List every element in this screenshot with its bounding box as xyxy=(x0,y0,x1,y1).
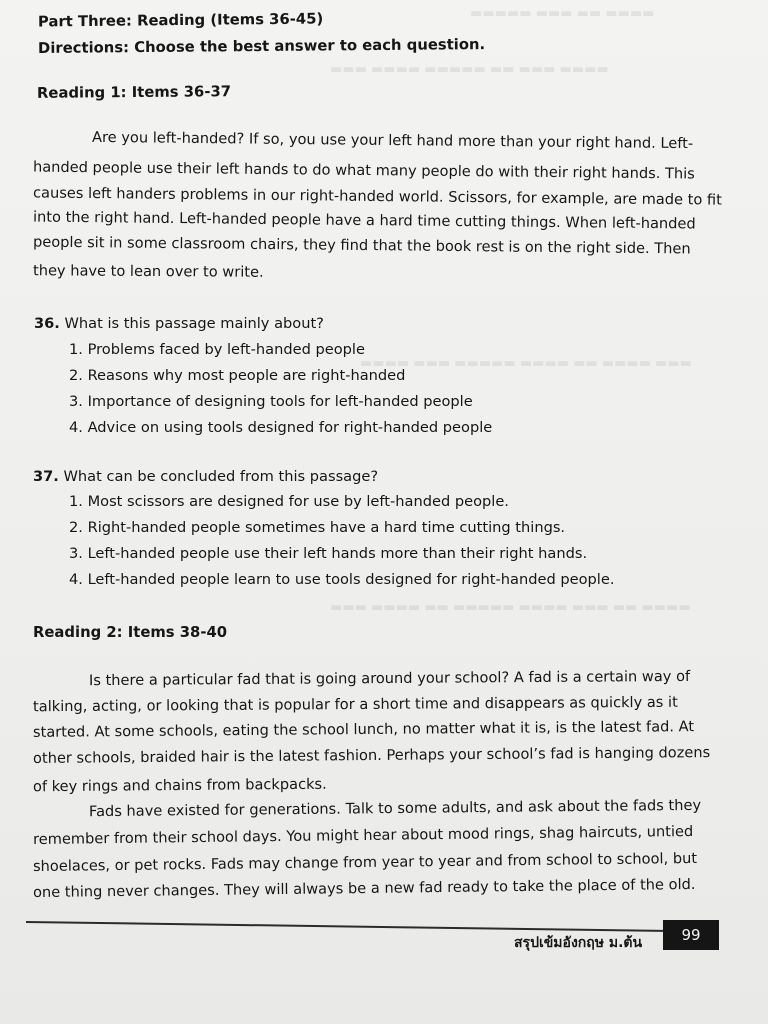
answer-option: 3. Left-handed people use their left hands more than their right hands. xyxy=(69,545,588,562)
passage2-line: Fads have existed for generations. Talk to some adults, and ask about the fads they xyxy=(88,796,702,821)
passage1-line: handed people use their left hands to do what many people do with their right hands. This xyxy=(32,158,695,183)
question-number: 36. xyxy=(34,315,60,332)
question-37 xyxy=(33,470,378,485)
answer-option: 1. Problems faced by left-handed people xyxy=(69,341,365,358)
show-through: ▬▬▬▬ ▬▬▬ ▬▬ ▬▬▬▬▬ ▬▬▬▬ ▬▬▬ xyxy=(330,62,609,77)
part-label: Part Three: xyxy=(37,12,132,31)
passage1-line: causes left handers problems in our right-handed world. Scissors, for example, are made to fit xyxy=(32,184,722,209)
passage2-line: shoelaces, or pet rocks. Fads may change from year to year and from school to school, but xyxy=(32,849,698,876)
passage2-line: started. At some schools, eating the school lunch, no matter what it is, is the latest fad. At xyxy=(32,718,695,741)
directions-text: Choose the best answer to each question. xyxy=(134,36,486,57)
passage1-line: Are you left-handed? If so, you use your left hand more than your right hand. Left- xyxy=(91,128,694,153)
directions xyxy=(38,38,485,57)
passage2-line: talking, acting, or looking that is popular for a short time and disappears as quickly as it xyxy=(32,693,678,716)
part-heading xyxy=(37,10,324,31)
reading2-items: Items 38-40 xyxy=(127,624,228,641)
answer-option: 4. Left-handed people learn to use tools designed for right-handed people. xyxy=(69,571,615,588)
reading2-label: Reading 2: xyxy=(33,624,123,641)
passage2-line: Is there a particular fad that is going around your school? A fad is a certain way of xyxy=(88,667,691,690)
show-through: ▬▬▬ ▬▬▬▬ ▬▬ ▬▬▬▬ ▬▬▬▬▬ ▬▬▬ ▬▬▬▬ xyxy=(360,356,692,371)
answer-option: 4. Advice on using tools designed for right-handed people xyxy=(69,419,493,436)
answer-option: 2. Right-handed people sometimes have a hard time cutting things. xyxy=(69,519,566,536)
answer-option: 3. Importance of designing tools for left-handed people xyxy=(69,393,473,410)
show-through: ▬▬▬▬ ▬▬ ▬▬▬ ▬▬▬▬▬ xyxy=(470,6,655,21)
answer-option: 2. Reasons why most people are right-handed xyxy=(69,367,406,384)
show-through: ▬▬▬▬ ▬▬ ▬▬▬ ▬▬▬▬ ▬▬▬▬▬ ▬▬ ▬▬▬▬ ▬▬▬ xyxy=(330,600,691,615)
question-text: What is this passage mainly about? xyxy=(64,315,324,332)
passage2-line: one thing never changes. They will always be a new fad ready to take the place of the old. xyxy=(32,875,696,902)
book-title: สรุปเข้มอังกฤษ ม.ต้น xyxy=(514,935,643,951)
reading1-items: Items 36-37 xyxy=(131,83,232,102)
passage2-line: other schools, braided hair is the latest fashion. Perhaps your school’s fad is hanging dozens xyxy=(32,744,711,767)
passage2-line: remember from their school days. You might hear about mood rings, shag haircuts, untied xyxy=(32,822,694,849)
reading1-heading xyxy=(37,85,231,101)
reading2-heading xyxy=(33,626,227,641)
part-title: Reading (Items 36-45) xyxy=(136,10,324,30)
passage1-line: they have to lean over to write. xyxy=(32,262,264,281)
question-36 xyxy=(34,317,324,332)
page-number: 99 xyxy=(663,920,719,950)
passage1-line: people sit in some classroom chairs, they find that the book rest is on the right side. Then xyxy=(32,233,691,258)
reading1-label: Reading 1: xyxy=(36,84,127,102)
question-text: What can be concluded from this passage? xyxy=(63,468,379,485)
question-number: 37. xyxy=(33,468,59,485)
footer-rule xyxy=(26,921,716,933)
answer-option: 1. Most scissors are designed for use by left-handed people. xyxy=(69,493,509,510)
directions-label: Directions: xyxy=(37,39,130,57)
passage1-line: into the right hand. Left-handed people have a hard time cutting things. When left-handed xyxy=(32,208,696,233)
passage2-line: of key rings and chains from backpacks. xyxy=(32,775,327,796)
